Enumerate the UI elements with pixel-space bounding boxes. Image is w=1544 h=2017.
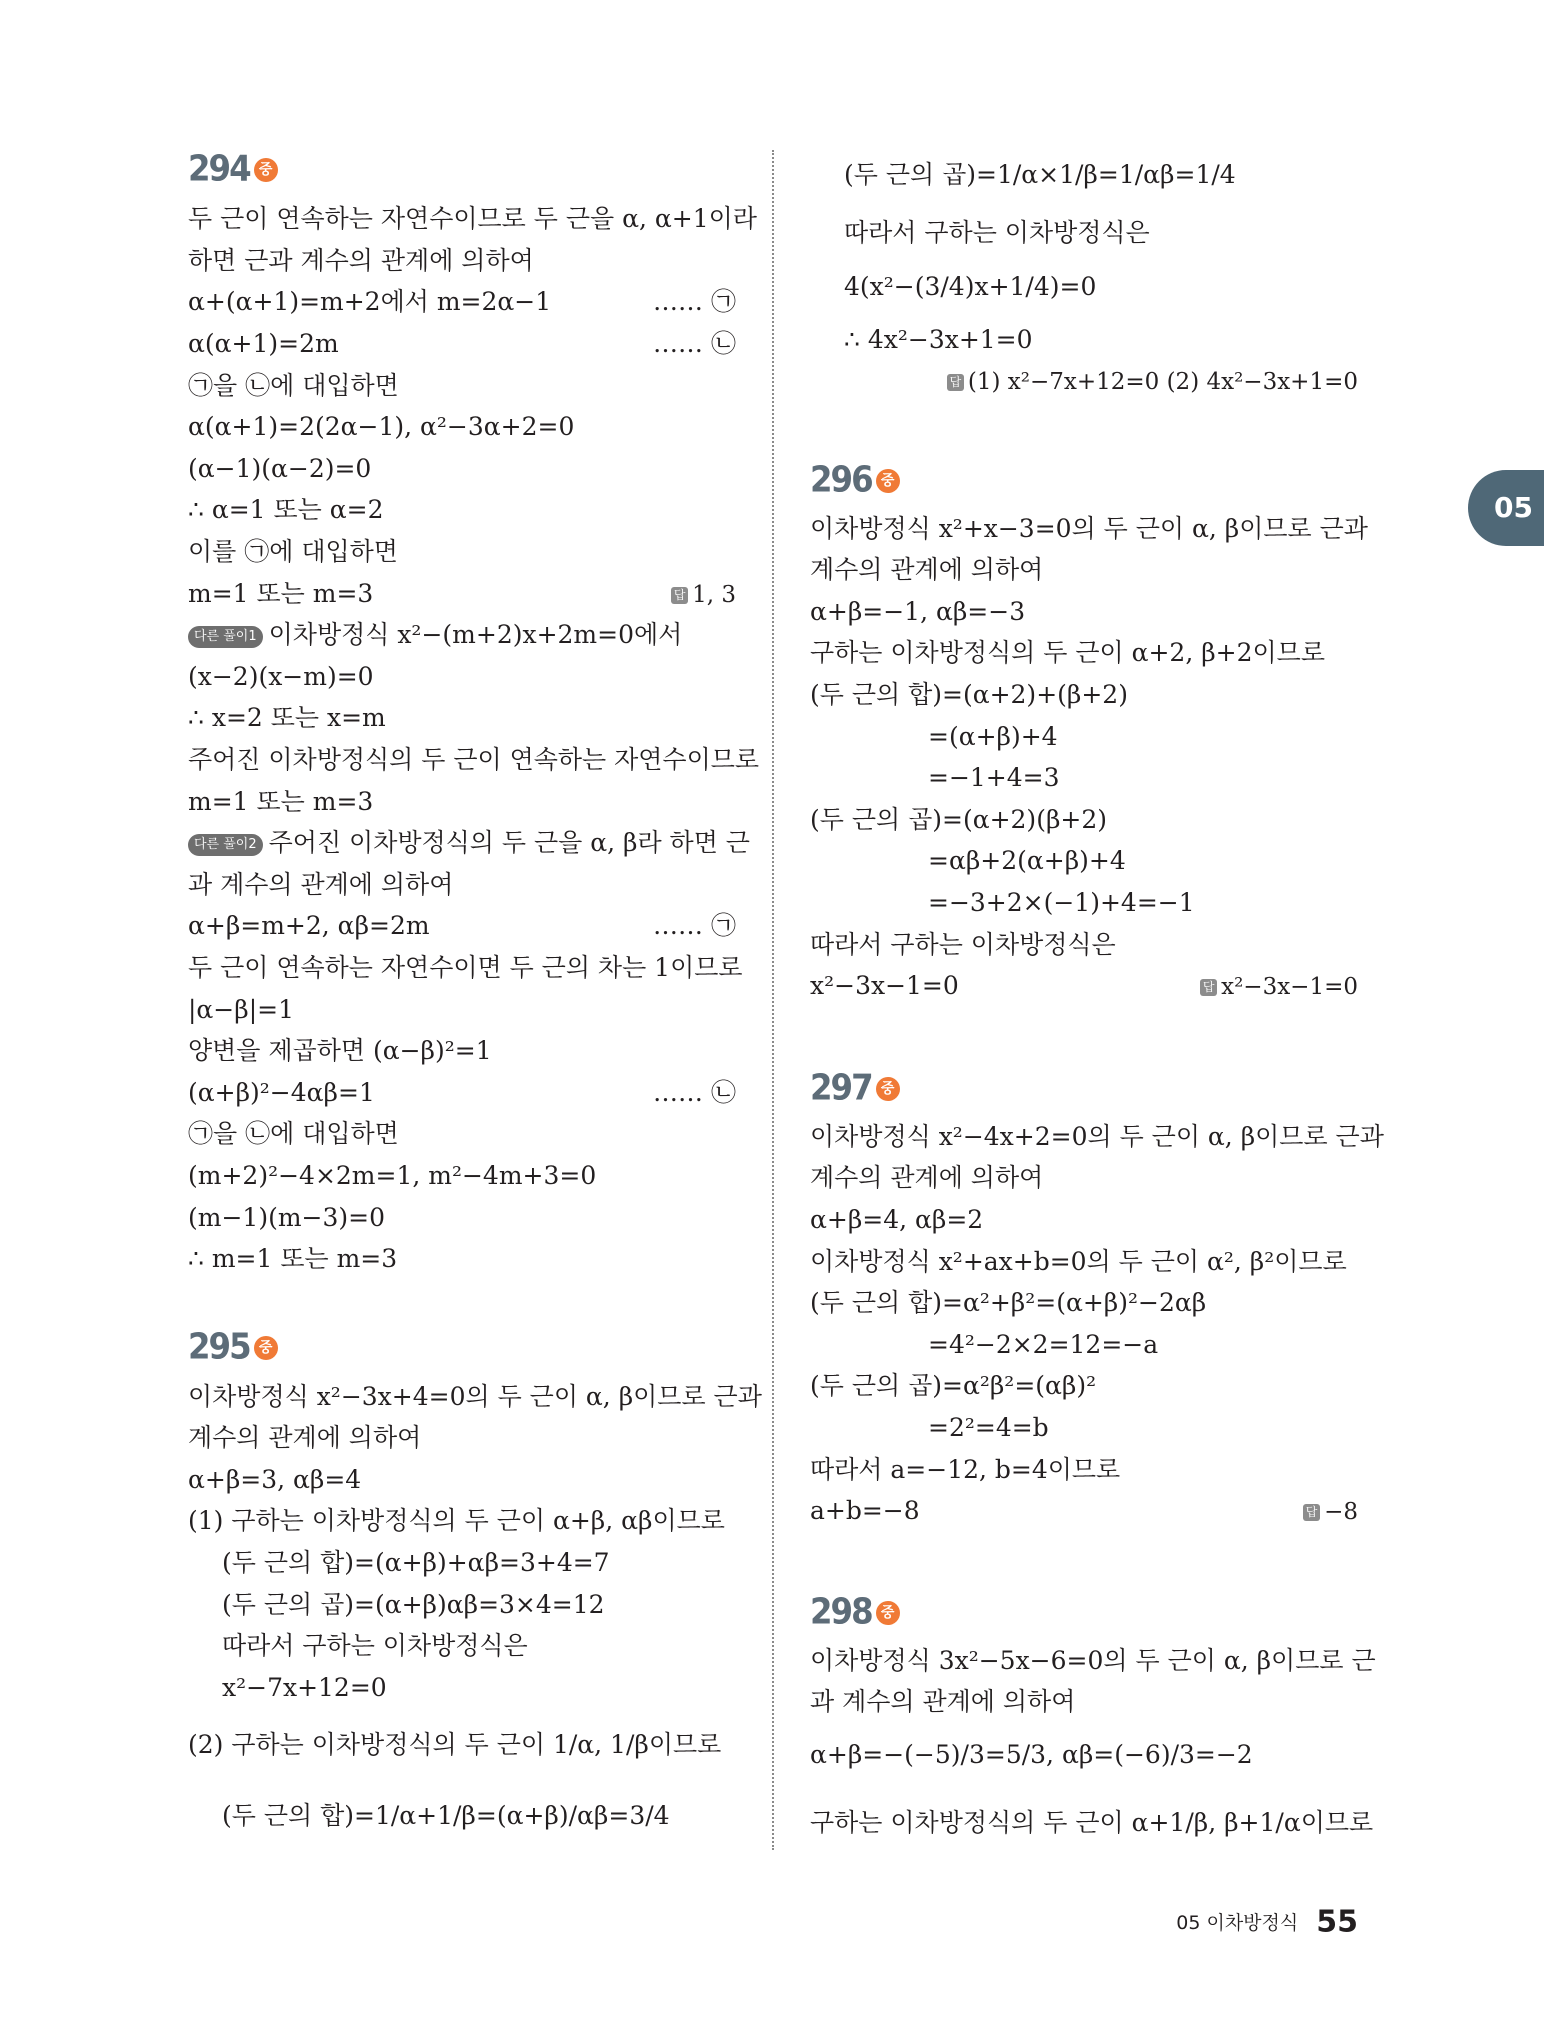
chapter-title: 05 이차방정식 [1176, 1911, 1299, 1934]
equation-line: α+β=3, αβ=4 [188, 1465, 362, 1494]
equation-line: 양변을 제곱하면 (α−β)²=1 [188, 1036, 492, 1065]
equation-line: m=1 또는 m=3 [188, 787, 374, 816]
problem-number: 294 [188, 148, 250, 190]
equation-line: a+b=−8 답 −8 [810, 1494, 1358, 1528]
equation-line: |α−β|=1 [188, 995, 294, 1024]
text-line: 이차방정식 x²−3x+4=0의 두 근이 α, β이므로 근과 [188, 1382, 762, 1411]
difficulty-badge: 중 [254, 1336, 278, 1360]
text-line: 구하는 이차방정식의 두 근이 α+1/β, β+1/α이므로 [810, 1808, 1374, 1837]
difficulty-badge: 중 [876, 1077, 900, 1101]
text-line: 주어진 이차방정식의 두 근이 연속하는 자연수이므로 [188, 745, 760, 774]
equation-line: α+(α+1)=m+2에서 m=2α−1 …… ㉠ [188, 285, 736, 319]
equation-line: x²−7x+12=0 [222, 1673, 387, 1702]
text-line: 두 근이 연속하는 자연수이므로 두 근을 α, α+1이라 [188, 204, 757, 233]
alt-solution-badge: 다른 풀이1 [188, 626, 263, 648]
text-line: 이차방정식 x²+x−3=0의 두 근이 α, β이므로 근과 [810, 514, 1368, 543]
equation-line: (두 근의 합)=α²+β²=(α+β)²−2αβ [810, 1288, 1207, 1317]
chapter-tab: 05 [1468, 470, 1544, 546]
problem-295-header [188, 1325, 278, 1369]
answer: 답 −8 [1303, 1494, 1358, 1529]
problem-296-header [810, 458, 900, 502]
text-line: 따라서 구하는 이차방정식은 [810, 930, 1116, 959]
text-line: 다른 풀이2 주어진 이차방정식의 두 근을 α, β라 하면 근 [188, 826, 736, 860]
answer-label: 답 [1303, 1504, 1320, 1521]
equation-line: =4²−2×2=12=−a [928, 1330, 1159, 1359]
equation-line: 다른 풀이1 이차방정식 x²−(m+2)x+2m=0에서 [188, 618, 736, 652]
difficulty-badge: 중 [876, 469, 900, 493]
problem-297-header [810, 1066, 900, 1110]
answer: 답 1, 3 [671, 577, 736, 612]
text-line: 이차방정식 3x²−5x−6=0의 두 근이 α, β이므로 근 [810, 1646, 1376, 1675]
equation-line: α+β=m+2, αβ=2m …… ㉠ [188, 909, 736, 943]
equation-line: =2²=4=b [928, 1413, 1049, 1442]
text-line: (1) 구하는 이차방정식의 두 근이 α+β, αβ이므로 [188, 1506, 725, 1535]
text-line: 이를 ㉠에 대입하면 [188, 537, 398, 566]
equation-line: (m−1)(m−3)=0 [188, 1203, 385, 1232]
problem-number: 298 [810, 1591, 872, 1633]
problem-number: 297 [810, 1067, 872, 1109]
page-number: 55 [1316, 1904, 1358, 1940]
equation-line: m=1 또는 m=3 답 1, 3 [188, 577, 736, 611]
text-line: 하면 근과 계수의 관계에 의하여 [188, 246, 534, 275]
equation-line: α+β=4, αβ=2 [810, 1205, 984, 1234]
equation-line: (두 근의 곱)=(α+2)(β+2) [810, 805, 1108, 834]
answer-label: 답 [947, 374, 964, 391]
equation-line: (두 근의 합)=(α+2)+(β+2) [810, 680, 1128, 709]
equation-line: =−3+2×(−1)+4=−1 [928, 888, 1195, 917]
equation-line: (α−1)(α−2)=0 [188, 454, 372, 483]
text-line: 두 근이 연속하는 자연수이면 두 근의 차는 1이므로 [188, 953, 743, 982]
problem-294-header [188, 147, 278, 191]
equation-marker: …… ㉠ [653, 911, 736, 940]
alt-solution-badge: 다른 풀이2 [188, 834, 263, 856]
text-line: 과 계수의 관계에 의하여 [810, 1687, 1076, 1716]
text-line: 이차방정식 x²−4x+2=0의 두 근이 α, β이므로 근과 [810, 1122, 1384, 1151]
equation-line: ∴ x=2 또는 x=m [188, 703, 386, 732]
equation-line: α(α+1)=2m …… ㉡ [188, 327, 736, 361]
equation-marker: …… ㉡ [653, 1078, 736, 1107]
equation-line: (x−2)(x−m)=0 [188, 662, 374, 691]
text-line: 따라서 a=−12, b=4이므로 [810, 1455, 1121, 1484]
equation-line: α(α+1)=2(2α−1), α²−3α+2=0 [188, 412, 575, 441]
text-line: 이차방정식 x²+ax+b=0의 두 근이 α², β²이므로 [810, 1247, 1347, 1276]
text-line: 과 계수의 관계에 의하여 [188, 870, 454, 899]
problem-number: 296 [810, 459, 872, 501]
problem-298-header [810, 1590, 900, 1634]
page-footer [1176, 1902, 1358, 1942]
equation-line: (두 근의 곱)=α²β²=(αβ)² [810, 1371, 1097, 1400]
equation-line: ∴ 4x²−3x+1=0 [844, 325, 1033, 354]
text-line: ㉠을 ㉡에 대입하면 [188, 1119, 399, 1148]
answer-label: 답 [671, 587, 688, 604]
text-line: ㉠을 ㉡에 대입하면 [188, 371, 399, 400]
text-line: 따라서 구하는 이차방정식은 [222, 1631, 528, 1660]
equation-line: (두 근의 합)=1/α+1/β=(α+β)/αβ=3/4 [222, 1801, 670, 1830]
equation-line: x²−3x−1=0 답 x²−3x−1=0 [810, 969, 1358, 1003]
column-divider [772, 150, 774, 1850]
equation-marker: …… ㉡ [653, 329, 736, 358]
difficulty-badge: 중 [876, 1601, 900, 1625]
equation-line: (α+β)²−4αβ=1 …… ㉡ [188, 1076, 736, 1110]
equation-line: ∴ m=1 또는 m=3 [188, 1244, 398, 1273]
text-line: 계수의 관계에 의하여 [188, 1423, 422, 1452]
equation-line: (두 근의 합)=(α+β)+αβ=3+4=7 [222, 1548, 610, 1577]
text-line: 구하는 이차방정식의 두 근이 α+2, β+2이므로 [810, 638, 1325, 667]
text-line: 따라서 구하는 이차방정식은 [844, 218, 1150, 247]
answer: 답 (1) x²−7x+12=0 (2) 4x²−3x+1=0 [947, 364, 1358, 399]
equation-line: (두 근의 곱)=1/α×1/β=1/αβ=1/4 [844, 160, 1236, 189]
problem-number: 295 [188, 1326, 250, 1368]
difficulty-badge: 중 [254, 158, 278, 182]
text-line: (2) 구하는 이차방정식의 두 근이 1/α, 1/β이므로 [188, 1730, 722, 1759]
equation-marker: …… ㉠ [653, 287, 736, 316]
equation-line: α+β=−(−5)/3=5/3, αβ=(−6)/3=−2 [810, 1740, 1253, 1769]
equation-line: (m+2)²−4×2m=1, m²−4m+3=0 [188, 1161, 597, 1190]
answer-line [810, 364, 1358, 398]
text-line: 계수의 관계에 의하여 [810, 555, 1044, 584]
equation-line: =αβ+2(α+β)+4 [928, 846, 1126, 875]
equation-line: (두 근의 곱)=(α+β)αβ=3×4=12 [222, 1590, 605, 1619]
equation-line: ∴ α=1 또는 α=2 [188, 495, 384, 524]
equation-line: α+β=−1, αβ=−3 [810, 597, 1026, 626]
text-line: 계수의 관계에 의하여 [810, 1163, 1044, 1192]
answer-label: 답 [1200, 979, 1217, 996]
equation-line: =(α+β)+4 [928, 722, 1058, 751]
equation-line: 4(x²−(3/4)x+1/4)=0 [844, 272, 1097, 301]
equation-line: =−1+4=3 [928, 763, 1060, 792]
answer: 답 x²−3x−1=0 [1200, 969, 1358, 1004]
